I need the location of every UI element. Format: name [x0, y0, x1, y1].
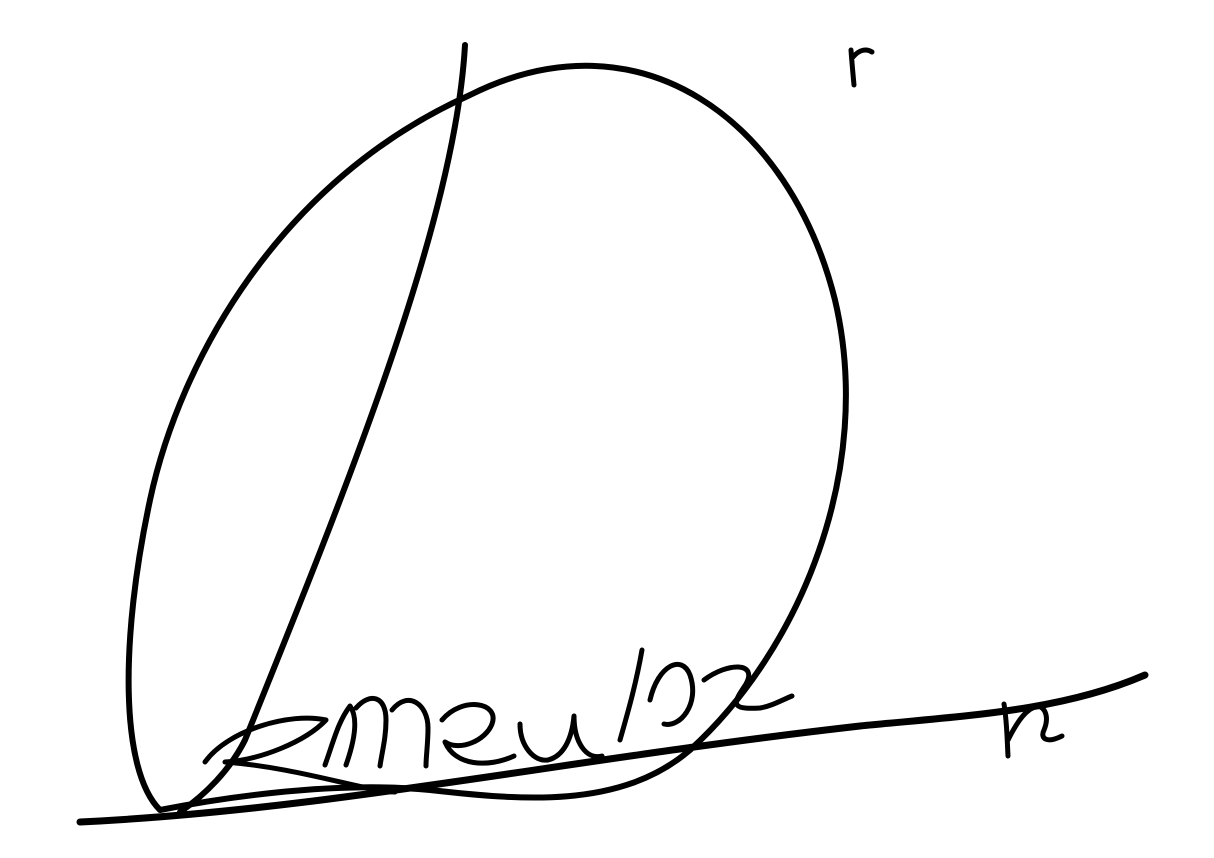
- signature-ink: [80, 45, 1145, 822]
- signature-diagonal-stroke: [180, 45, 465, 812]
- signature-mark-r: [851, 50, 872, 85]
- signature-word-stroke: [325, 650, 792, 766]
